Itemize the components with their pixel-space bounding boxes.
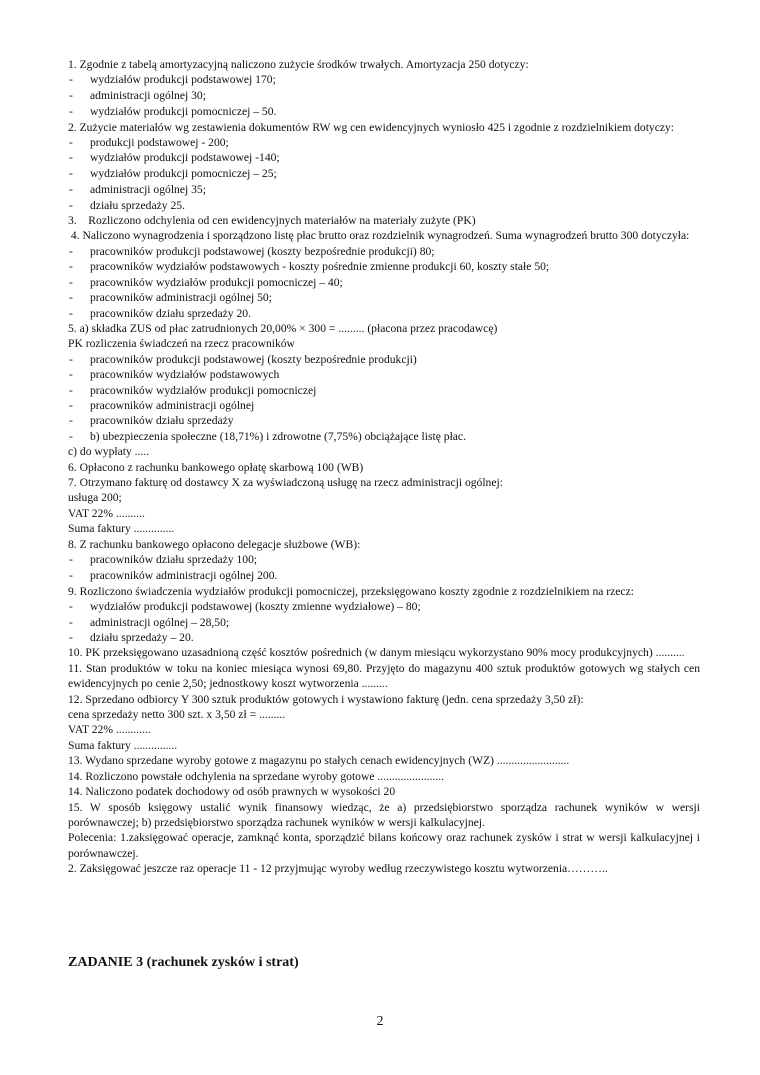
list-item: - działu sprzedaży 25. (68, 198, 700, 213)
section-heading: ZADANIE 3 (rachunek zysków i strat) (68, 955, 299, 970)
paragraph-4 (68, 228, 700, 243)
list-item: - działu sprzedaży – 20. (68, 630, 700, 645)
list-item: - pracowników działu sprzedaży 100; (68, 552, 700, 567)
paragraph-7-a: usługa 200; (68, 491, 122, 505)
list-item: - wydziałów produkcji pomocniczej – 50. (68, 104, 700, 119)
list-item: - produkcji podstawowej - 200; (68, 135, 700, 150)
paragraph-12-a: cena sprzedaży netto 300 szt. x 3,50 zł = ......... (68, 708, 286, 722)
list-item: - b) ubezpieczenia społeczne (18,71%) i zdrowotne (7,75%) obciążające listę płac. (68, 429, 700, 444)
paragraph-4-text: 4. Naliczono wynagrodzenia i sporządzono listę płac brutto oraz rozdzielnik wynagrodzeń. Suma wynagrodzeń brutto 300 dotyczyła: (70, 229, 690, 243)
paragraph-15: 15. W sposób księgowy ustalić wynik finansowy wiedząc, że a) przedsiębiorstwo sporządza rachunek wyników w wersji porównawczej; b) przedsiębiorstwo sporządza rachunek wyników w wersji kalkulacyjnej. (68, 800, 700, 829)
paragraph-3: 3. Rozliczono odchylenia od cen ewidencyjnych materiałów na materiały zużyte (PK) (68, 214, 476, 228)
list-item: - pracowników wydziałów produkcji pomocniczej (68, 383, 700, 398)
list-item: - pracowników produkcji podstawowej (koszty bezpośrednie produkcji) (68, 352, 700, 367)
paragraph-12-c: Suma faktury ............... (68, 738, 178, 752)
list-item: - wydziałów produkcji pomocniczej – 25; (68, 166, 700, 181)
list-item: - pracowników administracji ogólnej (68, 398, 700, 413)
paragraph-5-pk: PK rozliczenia świadczeń na rzecz pracowników (68, 337, 295, 351)
paragraph-12: 12. Sprzedano odbiorcy Y 300 sztuk produktów gotowych i wystawiono fakturę (jedn. cena sprzedaży 3,50 zł): (68, 692, 584, 706)
list-item: - administracji ogólnej – 28,50; (68, 615, 700, 630)
list-item: - pracowników produkcji podstawowej (koszty bezpośrednie produkcji) 80; (68, 244, 700, 259)
list-item: - wydziałów produkcji podstawowej (koszty zmienne wydziałowe) – 80; (68, 599, 700, 614)
paragraph-13: 13. Wydano sprzedane wyroby gotowe z magazynu po stałych cenach ewidencyjnych (WZ) ......................... (68, 754, 570, 768)
page-number: 2 (376, 1014, 384, 1029)
paragraph-7: 7. Otrzymano fakturę od dostawcy X za wyświadczoną usługę na rzecz administracji ogólnej: (68, 475, 503, 489)
paragraph-11: 11. Stan produktów w toku na koniec miesiąca wynosi 69,80. Przyjęto do magazynu 400 sztuk produktów gotowych wg stałych cen ewidencyjnych po cenie 2,50; jednostkowy koszt wytworzenia ......... (68, 661, 700, 691)
paragraph-6: 6. Opłacono z rachunku bankowego opłatę skarbową 100 (WB) (68, 460, 364, 474)
list-item: - wydziałów produkcji podstawowej -140; (68, 150, 700, 165)
list-item: - pracowników administracji ogólnej 50; (68, 290, 700, 305)
paragraph-7-c: Suma faktury .............. (68, 522, 175, 536)
paragraph-14b: 14. Naliczono podatek dochodowy od osób prawnych w wysokości 20 (68, 785, 396, 799)
paragraph-5-c: c) do wypłaty ..... (68, 445, 150, 459)
document-body (68, 57, 700, 877)
list-item: - pracowników działu sprzedaży (68, 413, 700, 428)
paragraph-7-b: VAT 22% .......... (68, 506, 145, 520)
paragraph-5: 5. a) składka ZUS od płac zatrudnionych 20,00% × 300 = ......... (płacona przez pracodawcę) (68, 321, 498, 335)
paragraph-polecenie-2: 2. Zaksięgować jeszcze raz operacje 11 - 12 przyjmując wyroby według rzeczywistego kosztu wytworzenia……….. (68, 862, 608, 876)
list-item: - wydziałów produkcji podstawowej 170; (68, 72, 700, 87)
list-item: - pracowników wydziałów podstawowych - koszty pośrednie zmienne produkcji 60, koszty stałe 50; (68, 259, 700, 274)
paragraph-10: 10. PK przeksięgowano uzasadnioną część kosztów pośrednich (w danym miesiącu wykorzystano 90% mocy produkcyjnych) .......... (68, 646, 685, 660)
paragraph-14: 14. Rozliczono powstałe odchylenia na sprzedane wyroby gotowe ....................... (68, 769, 445, 783)
list-item: - administracji ogólnej 30; (68, 88, 700, 103)
list-item: - pracowników działu sprzedaży 20. (68, 306, 700, 321)
paragraph-1: 1. Zgodnie z tabelą amortyzacyjną naliczono zużycie środków trwałych. Amortyzacja 250 dotyczy: (68, 58, 529, 71)
polecenia: Polecenia: 1.zaksięgować operacje, zamknąć konta, sporządzić bilans końcowy oraz rachunek zysków i strat w wersji kalkulacyjnej i porównawczej. (68, 831, 700, 860)
paragraph-9: 9. Rozliczono świadczenia wydziałów produkcji pomocniczej, przeksięgowano koszty zgodnie z rozdzielnikiem na rzecz: (68, 584, 634, 598)
paragraph-2: 2. Zużycie materiałów wg zestawienia dokumentów RW wg cen ewidencyjnych wyniosło 425 i zgodnie z rozdzielnikiem dotyczy: (68, 120, 675, 134)
list-item: - pracowników wydziałów produkcji pomocniczej – 40; (68, 275, 700, 290)
list-item: - pracowników administracji ogólnej 200. (68, 568, 700, 583)
list-item: - administracji ogólnej 35; (68, 182, 700, 197)
paragraph-8: 8. Z rachunku bankowego opłacono delegacje służbowe (WB): (68, 537, 361, 551)
list-item: - pracowników wydziałów podstawowych (68, 367, 700, 382)
paragraph-12-b: VAT 22% ............ (68, 723, 151, 737)
